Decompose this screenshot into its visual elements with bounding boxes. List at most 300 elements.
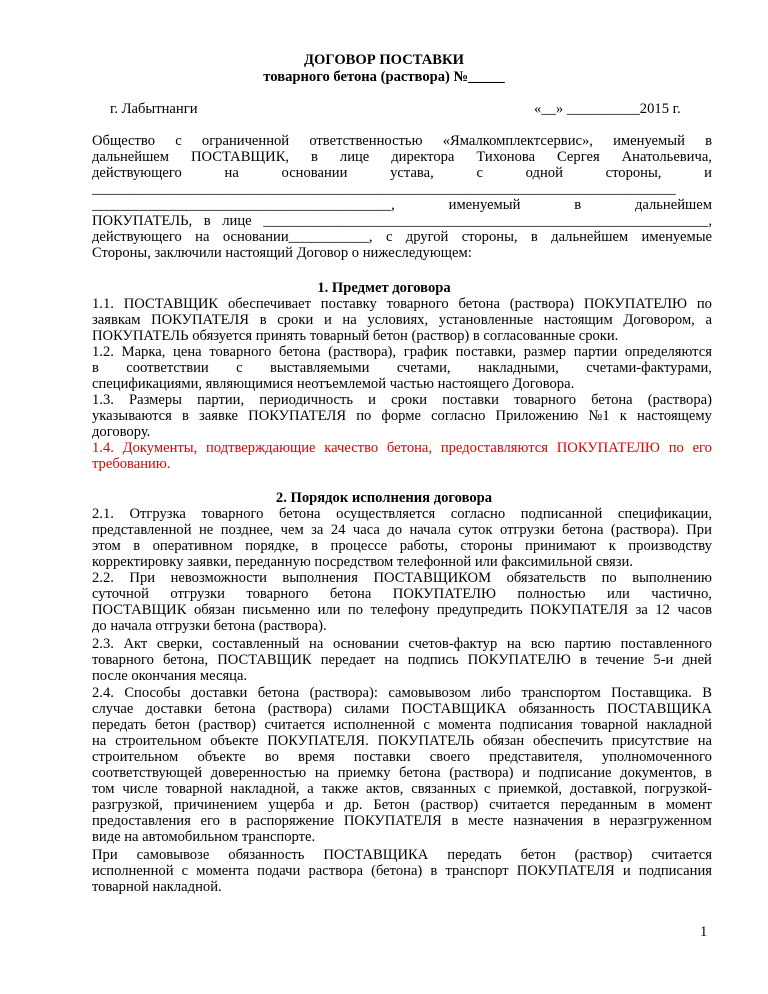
word: график: [403, 344, 448, 360]
word: или: [606, 586, 630, 602]
word: в: [592, 813, 600, 829]
preamble-line: [92, 133, 712, 150]
word: суточной: [92, 586, 149, 602]
word: процессе: [330, 538, 388, 554]
word: также: [321, 781, 359, 797]
word: доставки: [145, 701, 202, 717]
word: дальнейшем: [551, 229, 629, 245]
word: во: [264, 749, 279, 765]
word: в: [647, 797, 655, 813]
word: согласно: [450, 506, 506, 522]
word: лице: [222, 213, 252, 229]
word: на: [309, 636, 324, 652]
word: этом: [92, 538, 121, 554]
word: Размеры: [129, 392, 182, 408]
word: бетон: [520, 847, 556, 863]
word: поставку: [320, 296, 377, 312]
word: с: [385, 229, 393, 245]
word: с: [181, 863, 189, 879]
section-1-heading: 1. Предмет договора: [317, 280, 451, 296]
preamble-line: [92, 149, 712, 166]
section-1-line: договору.: [92, 424, 151, 440]
word: бетона: [329, 586, 372, 602]
section-2-line: виде на автомобильном транспорте.: [92, 829, 316, 845]
word: составленный: [212, 636, 300, 652]
word: порядке,: [245, 538, 299, 554]
word: ПОКУПАТЕЛЯ: [516, 863, 615, 879]
word: ПОСТАВЩИКА: [401, 701, 507, 717]
word: ПОКУПАТЕЛЬ,: [92, 213, 193, 229]
word: уполномоченного: [601, 749, 712, 765]
word: в: [574, 197, 582, 213]
word: его: [200, 813, 220, 829]
word: товарной: [581, 717, 639, 733]
word: разгрузкой,: [92, 797, 163, 813]
word: бетона,: [163, 652, 209, 668]
word: (раствора): [267, 701, 333, 717]
word: Сергея: [557, 149, 600, 165]
word: 5-и: [653, 652, 674, 668]
word: спецификации,: [617, 506, 712, 522]
preamble-line: [92, 213, 712, 230]
word: в: [705, 765, 712, 781]
word: транспортом: [521, 685, 601, 701]
word: самовывозе: [136, 847, 210, 863]
word: производству: [628, 538, 712, 554]
word: ПОСТАВЩИК,: [190, 149, 290, 165]
word: в: [579, 652, 587, 668]
section-2-line: после окончания месяца.: [92, 668, 248, 684]
contract-date: «__» __________2015 г.: [534, 101, 681, 117]
section-2-line: [92, 797, 712, 814]
word: партию: [564, 636, 611, 652]
word: на: [384, 652, 399, 668]
word: При: [129, 570, 156, 586]
word: подписание: [538, 765, 612, 781]
word: частично,: [651, 586, 712, 602]
word: директора: [391, 149, 455, 165]
word: 1.3.: [92, 392, 114, 408]
word: отгрузки: [499, 522, 555, 538]
word: действующего: [92, 165, 182, 181]
word: а: [307, 781, 314, 797]
word: ПОСТАВЩИК: [123, 296, 219, 312]
buyer-name-blank[interactable]: ________________________________________________________________________________: [92, 181, 676, 197]
word: Тихонова: [476, 149, 536, 165]
word: именуемый: [448, 197, 521, 213]
word: выполнению: [632, 570, 712, 586]
word: назначения: [513, 813, 584, 829]
word: обязан: [483, 733, 525, 749]
word: обеспечить: [532, 733, 603, 749]
word: строительном: [115, 733, 202, 749]
word: актов,: [366, 781, 404, 797]
word: в: [430, 863, 438, 879]
word: отгрузки: [170, 586, 225, 602]
word: одной: [525, 165, 563, 181]
word: Марка,: [121, 344, 166, 360]
word: предупредить: [436, 602, 523, 618]
word: считается: [651, 847, 712, 863]
word: (раствора): [449, 765, 514, 781]
word: 1.2.: [92, 344, 114, 360]
word: подписания: [638, 863, 712, 879]
word: и: [522, 765, 530, 781]
word: до: [387, 522, 403, 538]
word: Акт: [123, 636, 148, 652]
word: _________________________________________,: [92, 197, 395, 213]
word: месте: [468, 813, 504, 829]
word: стороны,: [461, 229, 518, 245]
word: за: [635, 602, 648, 618]
word: за: [311, 522, 324, 538]
word: обязанность: [228, 847, 305, 863]
word: форме: [381, 408, 421, 424]
word: телефону: [370, 602, 430, 618]
word: указываются: [92, 408, 172, 424]
section-1-line: [92, 360, 712, 377]
word: бетона: [279, 344, 321, 360]
word: и: [704, 165, 712, 181]
word: «Ямалкомплектсервис»,: [442, 133, 593, 149]
word: ПОСТАВЩИК: [217, 652, 312, 668]
word: В: [702, 685, 712, 701]
word: представителя,: [489, 749, 583, 765]
section-2-line: [92, 602, 712, 619]
word: позднее,: [220, 522, 274, 538]
word: на: [195, 229, 210, 245]
word: на: [224, 165, 239, 181]
word: ПОКУПАТЕЛЯ: [248, 408, 347, 424]
word: дальнейшем: [634, 197, 712, 213]
word: товарной: [165, 781, 223, 797]
section-2-line: корректировку заявки, переданную посредством телефонной или факсимильной связи.: [92, 554, 633, 570]
word: в: [92, 360, 99, 376]
word: поставки: [442, 392, 499, 408]
word: подпись: [407, 652, 459, 668]
word: 2.4.: [92, 685, 114, 701]
word: обязанность: [518, 701, 595, 717]
word: на: [506, 636, 522, 652]
word: и: [323, 312, 332, 328]
word: установленные: [438, 312, 534, 328]
word: Приложению: [495, 408, 579, 424]
word: часа: [352, 522, 380, 538]
word: партии: [573, 344, 618, 360]
word: по: [696, 296, 712, 312]
word: условиях,: [367, 312, 429, 328]
word: подписания: [499, 717, 573, 733]
word: Документы,: [122, 440, 198, 456]
word: стороны: [460, 538, 513, 554]
word: ПОКУПАТЕЛЯ: [530, 602, 629, 618]
word: по: [356, 408, 372, 424]
section-2-line: [92, 781, 712, 798]
word: (раствор): [198, 717, 257, 733]
section-1-line: [92, 344, 712, 361]
word: документов,: [620, 765, 697, 781]
word: бетона: [279, 506, 321, 522]
section-1-line: [92, 312, 712, 329]
section-1-highlighted-line: требованию.: [92, 456, 171, 472]
word: Бетон: [373, 797, 410, 813]
word: подтверждающие: [206, 440, 316, 456]
section-1-highlighted-line: [92, 440, 712, 457]
word: по: [348, 602, 364, 618]
word: ПОКУПАТЕЛЮ: [556, 440, 660, 456]
word: размер: [523, 344, 567, 360]
word: на: [92, 733, 107, 749]
word: а: [705, 312, 712, 328]
word: дней: [682, 652, 712, 668]
preamble-line: [92, 165, 712, 182]
word: причинением: [173, 797, 258, 813]
document-title: ДОГОВОР ПОСТАВКИ: [304, 52, 464, 68]
word: 2.3.: [92, 636, 114, 652]
word: бетона,: [386, 440, 433, 456]
word: письменно: [242, 602, 311, 618]
word: стороны,: [605, 165, 662, 181]
word: устава,: [390, 165, 434, 181]
word: по: [601, 570, 617, 586]
word: выполнения: [282, 570, 358, 586]
word: силами: [344, 701, 390, 717]
word: При: [686, 522, 712, 538]
word: соответствующей: [92, 765, 203, 781]
word: доставкой,: [569, 781, 637, 797]
word: заявке: [198, 408, 239, 424]
section-1-line: [92, 392, 712, 409]
section-2-line: [92, 522, 712, 539]
word: ПОКУПАТЕЛЬ: [377, 733, 475, 749]
word: товарного: [201, 506, 264, 522]
word: накладной,: [230, 781, 300, 797]
word: с: [483, 781, 491, 797]
word: ПОСТАВЩИКОМ: [373, 570, 492, 586]
word: в: [705, 133, 712, 149]
section-1-line: спецификациями, являющимися неотъемлемой частью настоящего Договора.: [92, 376, 575, 392]
word: бетона: [399, 765, 441, 781]
word: накладной: [646, 717, 712, 733]
section-2-line: [92, 749, 712, 766]
word: передать: [92, 717, 147, 733]
word: ПОКУПАТЕЛЮ: [467, 652, 571, 668]
word: или: [317, 602, 341, 618]
word: осуществляется: [336, 506, 436, 522]
word: передать: [447, 847, 502, 863]
word: по: [668, 440, 684, 456]
word: соответствии: [126, 360, 209, 376]
word: ПОСТАВЩИКА: [323, 847, 429, 863]
word: связанных: [411, 781, 477, 797]
page-number: 1: [700, 924, 708, 940]
word: присутствие: [611, 733, 689, 749]
word: 24: [330, 522, 346, 538]
word: Способы: [124, 685, 181, 701]
word: обеспечивает: [228, 296, 311, 312]
word: обязательств: [506, 570, 587, 586]
word: Поставщика.: [611, 685, 692, 701]
word: приемку: [337, 765, 391, 781]
word: объекте: [197, 749, 246, 765]
word: настоящим: [543, 312, 613, 328]
word: партии,: [197, 392, 245, 408]
word: числе: [122, 781, 158, 797]
word: в: [311, 149, 318, 165]
word: суток: [458, 522, 493, 538]
section-1-line: [92, 296, 712, 313]
word: невозможности: [170, 570, 267, 586]
word: предоставления: [92, 813, 191, 829]
word: поставки: [353, 749, 411, 765]
word: случае: [92, 701, 134, 717]
word: предоставляются: [440, 440, 548, 456]
word: При: [92, 847, 118, 863]
word: периодичность: [259, 392, 354, 408]
section-2-line: [92, 652, 712, 669]
word: течение: [595, 652, 645, 668]
section-2-line: [92, 685, 712, 702]
word: момента: [438, 717, 492, 733]
word: основании: [281, 165, 348, 181]
section-2-line: [92, 847, 712, 864]
word: Общество: [92, 133, 155, 149]
word: либо: [481, 685, 512, 701]
word: в: [259, 312, 267, 328]
word: к: [608, 538, 616, 554]
word: том: [92, 781, 115, 797]
word: строительном: [92, 749, 179, 765]
word: полностью: [517, 586, 586, 602]
word: в: [530, 229, 538, 245]
word: настоящему: [636, 408, 712, 424]
word: всю: [530, 636, 555, 652]
word: ответственностью: [309, 133, 423, 149]
word: с: [476, 165, 483, 181]
word: момент: [665, 797, 712, 813]
word: цена: [173, 344, 202, 360]
section-1-line: ПОКУПАТЕЛЬ обязуется принять товарный бетон (раствор) в согласованные сроки.: [92, 328, 619, 344]
word: принимают: [525, 538, 597, 554]
word: сроки: [277, 312, 314, 328]
word: в: [203, 213, 211, 229]
word: обязан: [193, 602, 236, 618]
word: распоряжение: [246, 813, 335, 829]
word: бетона: [458, 296, 500, 312]
word: бетона: [591, 392, 633, 408]
word: (раствора):: [309, 685, 378, 701]
word: оперативном: [152, 538, 233, 554]
word: работы,: [399, 538, 448, 554]
word: ПОКУПАТЕЛЯ.: [267, 733, 369, 749]
word: с: [423, 717, 430, 733]
word: ПОКУПАТЕЛЯ: [151, 312, 250, 328]
section-1-line: [92, 408, 712, 425]
word: (раствора).: [610, 522, 679, 538]
word: чем: [280, 522, 304, 538]
word: дальнейшем: [92, 149, 170, 165]
section-2-heading: 2. Порядок исполнения договора: [275, 490, 493, 506]
word: и: [622, 863, 631, 879]
word: неразгруженном: [609, 813, 712, 829]
word: товарного: [514, 392, 577, 408]
preamble-line: [92, 229, 712, 246]
word: считается: [489, 797, 550, 813]
word: ПОКУПАТЕЛЮ: [392, 586, 496, 602]
word: товарного: [386, 296, 449, 312]
word: бетона: [214, 701, 256, 717]
word: (бетона): [371, 863, 423, 879]
word: поставки,: [455, 344, 517, 360]
word: в: [311, 538, 319, 554]
section-2-line: [92, 701, 712, 718]
word: счетов-фактур: [408, 636, 498, 652]
word: именуемые: [641, 229, 712, 245]
word: 1.4.: [92, 440, 114, 456]
word: на: [342, 312, 357, 328]
word: в: [451, 813, 459, 829]
word: на: [697, 733, 712, 749]
section-2-line: [92, 813, 712, 830]
word: товарного: [246, 586, 309, 602]
section-2-line: товарной накладной.: [92, 879, 222, 895]
word: транспорт: [445, 863, 509, 879]
word: товарного: [209, 344, 272, 360]
word: основании___________,: [222, 229, 373, 245]
word: бетон: [154, 717, 190, 733]
word: раствора: [308, 863, 363, 879]
section-2-line: [92, 586, 712, 603]
word: начала: [409, 522, 451, 538]
word: часов: [677, 602, 712, 618]
word: счетами-фактурами,: [586, 360, 712, 376]
word: момента: [196, 863, 250, 879]
word: представленной: [92, 522, 192, 538]
word: основании: [332, 636, 399, 652]
section-2-line: [92, 717, 712, 734]
preamble-line: Стороны, заключили настоящий Договор о нижеследующем:: [92, 245, 472, 261]
word: (раствор): [574, 847, 633, 863]
word: (раствора): [647, 392, 712, 408]
city: г. Лабытнанги: [110, 101, 198, 117]
word: с: [175, 133, 182, 149]
word: погрузкой-: [644, 781, 712, 797]
section-2-line: [92, 733, 712, 750]
word: в: [133, 538, 141, 554]
word: переданным: [560, 797, 638, 813]
word: выставляемыми: [269, 360, 370, 376]
word: его: [692, 440, 712, 456]
word: объекте: [210, 733, 259, 749]
preamble-line: [92, 197, 712, 214]
word: на: [314, 765, 330, 781]
word: ущерба: [268, 797, 315, 813]
word: ПОКУПАТЕЛЮ: [583, 296, 688, 312]
word: не: [198, 522, 214, 538]
document-subtitle: товарного бетона (раствора) №_____: [263, 69, 505, 85]
word: подачи: [257, 863, 301, 879]
word: согласно: [431, 408, 486, 424]
word: другой: [405, 229, 449, 245]
word: исполненной: [333, 717, 415, 733]
section-2-line: [92, 765, 712, 782]
word: Договором,: [623, 312, 695, 328]
section-2-line: до начала отгрузки бетона (раствора).: [92, 618, 327, 634]
section-2-line: [92, 570, 712, 587]
section-2-line: [92, 506, 712, 523]
word: (раствор): [420, 797, 479, 813]
section-2-line: [92, 636, 712, 653]
